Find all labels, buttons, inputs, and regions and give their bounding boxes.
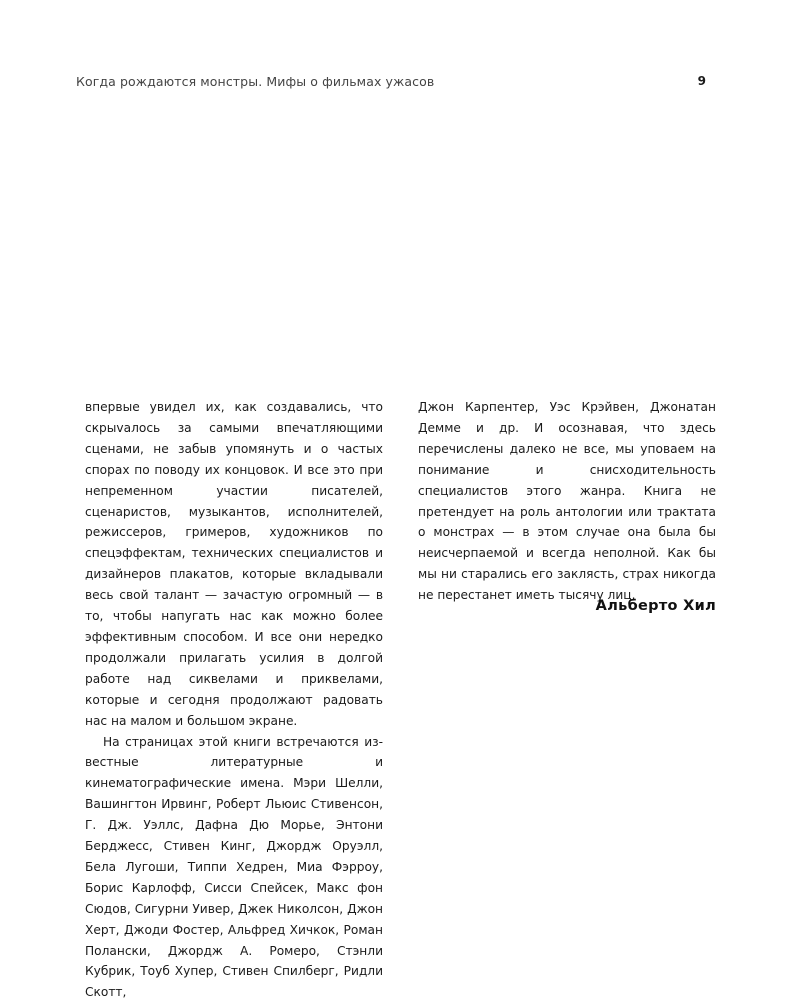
right-text-column	[418, 397, 716, 606]
paragraph: Джон Карпентер, Уэс Крэйвен, Джонатан Демме и др. И осознавая, что здесь перечислены далеко не все, мы уповаем на понимание и снисходительность специалистов этого жанра. Книга не претендует на роль антологии или трактата о монстрах — в этом случае она была бы неисчерпаемой и всегда неполной. Как бы мы ни старались его заклясть, страх никогда не перестанет иметь тысячу лиц.	[418, 397, 716, 606]
running-header	[76, 74, 706, 92]
paragraph: На страницах этой книги встречаются известные литературные и кинематографические имена. Мэри Шелли, Вашингтон Ирвинг, Роберт Льюис Стивенсон, Г. Дж. Уэллс, Дафна Дю Морье, Энтони Берджесс, Стивен Кинг, Джордж Оруэлл, Бела Лугоши, Типпи Хедрен, Миа Фэрроу, Борис Карлофф, Сисси Спейсек, Макс фон Сюдов, Сигурни Уивер, Джек Николсон, Джон Херт, Джоди Фостер, Альфред Хичкок, Роман Полански, Джордж А. Ромеро, Стэнли Кубрик, Тоуб Хупер, Стивен Спилберг, Ридли Скотт,	[85, 732, 383, 1003]
page-number: 9	[698, 74, 706, 88]
book-title: Когда рождаются монстры. Мифы о фильмах ужасов	[76, 74, 434, 89]
left-text-column	[85, 397, 383, 1003]
author-signature: Альберто Хил	[596, 598, 716, 614]
paragraph: впервые увидел их, как создавались, что скрыvалось за самыми впечатляющими сценами, не забыв упомянуть и о частых спорах по поводу их концовок. И все это при непременном участии писателей, сценаристов, музыкантов, исполнителей, режиссеров, гримеров, художников по спецэффектам, технических специалистов и дизайнеров плакатов, которые вкладывали весь свой талант — зачастую огромный — в то, чтобы напугать нас как можно более эффективным способом. И все они нередко продолжали прилагать усилия в долгой работе над сиквелами и приквелами, которые и сегодня продолжают радовать нас на малом и большом экране.	[85, 397, 383, 732]
